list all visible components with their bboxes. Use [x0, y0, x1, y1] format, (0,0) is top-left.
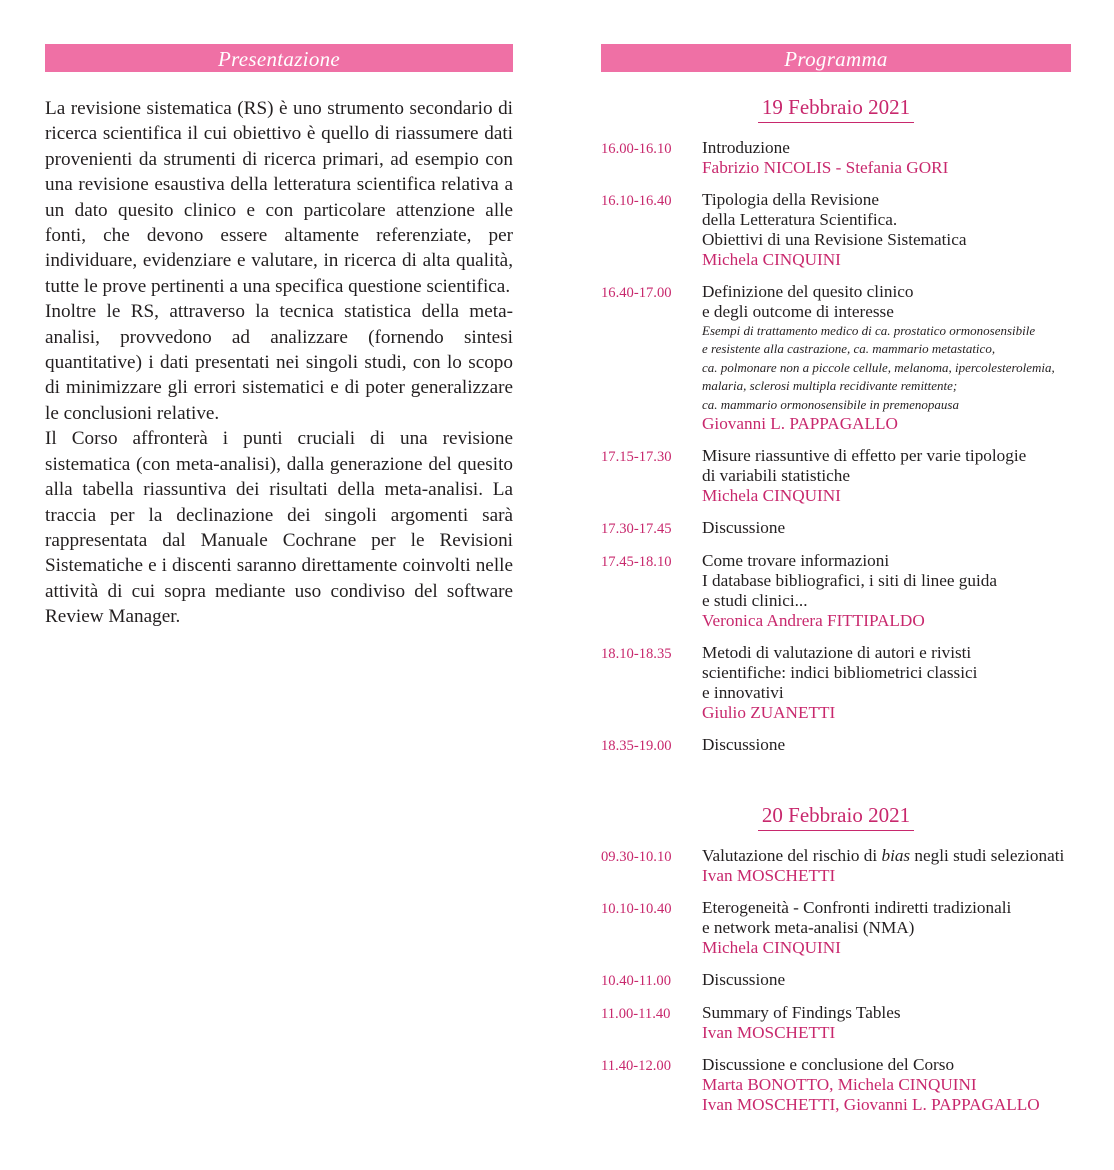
day-heading-1 — [601, 94, 1071, 128]
session-title: Discussione e conclusione del Corso — [702, 1055, 955, 1075]
session-time: 16.10-16.40 — [601, 193, 672, 209]
schedule-day-2 — [601, 846, 1071, 1115]
intro-paragraph-1: La revisione sistematica (RS) è uno strumento secondario di ricerca scientifica il cui obiettivo è quello di riassumere dati provenienti da strumenti di ricerca primari, ad esempio con una revisione esaustiva della letteratura scientifica relativa a un dato quesito clinico e con particolare attenzione alle fonti, che devono essere altamente referenziate, per individuare, evidenziare e valutare, in ricerca di alta qualità, tutte le prove pertinenti a una specifica questione scientifica. — [45, 98, 513, 297]
schedule-day-1 — [601, 138, 1071, 756]
session-title: Discussione — [702, 735, 786, 755]
session-title: Metodi di valutazione di autori e rivisti — [702, 643, 972, 663]
session-note: e resistente alla castrazione, ca. mammario metastatico, — [702, 341, 996, 357]
schedule-item — [601, 446, 1071, 506]
session-body — [702, 735, 1071, 756]
session-time: 11.00-11.40 — [601, 1006, 671, 1023]
day-date: 19 Febbraio 2021 — [758, 94, 914, 123]
schedule-item — [601, 970, 1071, 991]
session-body — [702, 190, 1071, 270]
intro-paragraph-3: Il Corso affronterà i punti cruciali di una revisione sistematica (con meta-analisi), dalla generazione del quesito alla tabella riassuntiva dei risultati della meta-analisi. La traccia per la declinazione dei singoli argomenti sarà rappresentata dal Manuale Cochrane per le Revisioni Sistematiche e i discenti saranno direttamente coinvolti nelle attività di cui sopra mediante uso condiviso del software Review Manager. — [45, 428, 513, 628]
session-title: Eterogeneità - Confronti indiretti tradizionali — [702, 898, 1012, 918]
session-time: 09.30-10.10 — [601, 849, 672, 866]
session-title: I database bibliografici, i siti di linee guida — [702, 571, 997, 591]
session-body — [702, 1055, 1071, 1115]
session-title: e network meta-analisi (NMA) — [702, 918, 915, 938]
session-time: 10.10-10.40 — [601, 901, 672, 918]
presentation-column — [45, 44, 513, 630]
day-heading-2 — [601, 802, 1071, 836]
session-body — [702, 138, 1071, 178]
session-note: ca. polmonare non a piccole cellule, melanoma, ipercolesterolemia, — [702, 359, 1055, 375]
session-speaker: Ivan MOSCHETTI, Giovanni L. PAPPAGALLO — [702, 1095, 1040, 1115]
schedule-item — [601, 643, 1071, 723]
session-speaker: Michela CINQUINI — [702, 938, 841, 958]
session-speaker: Veronica Andrera FITTIPALDO — [702, 611, 925, 631]
session-title: e studi clinici... — [702, 591, 808, 611]
session-title: e degli outcome di interesse — [702, 302, 894, 321]
program-banner: Programma — [601, 44, 1071, 72]
session-body — [702, 518, 1071, 539]
session-speaker: Ivan MOSCHETTI — [702, 1023, 836, 1043]
session-speaker: Ivan MOSCHETTI — [702, 866, 836, 886]
session-speaker: Michela CINQUINI — [702, 486, 841, 506]
schedule-item — [601, 898, 1071, 958]
session-speaker: Giulio ZUANETTI — [702, 703, 836, 723]
session-title: di variabili statistiche — [702, 466, 850, 486]
session-title: Introduzione — [702, 138, 790, 157]
session-title-part: Valutazione del rischio di — [702, 846, 882, 866]
session-body — [702, 1003, 1071, 1043]
schedule-item — [601, 735, 1071, 756]
program-column — [601, 44, 1071, 1127]
schedule-item — [601, 846, 1071, 886]
session-body — [702, 898, 1071, 958]
session-time: 18.35-19.00 — [601, 738, 672, 755]
session-note: Esempi di trattamento medico di ca. prostatico ormonosensibile — [702, 323, 1036, 338]
session-title: della Letteratura Scientifica. — [702, 210, 898, 229]
session-time: 18.10-18.35 — [601, 646, 672, 663]
schedule-item — [601, 518, 1071, 539]
session-title-part: negli studi selezionati — [910, 846, 1065, 866]
session-speaker: Fabrizio NICOLIS - Stefania GORI — [702, 158, 949, 177]
session-body — [702, 282, 1071, 434]
session-title: Discussione — [702, 518, 786, 538]
session-title-emphasis: bias — [881, 846, 911, 866]
schedule-item — [601, 282, 1071, 434]
session-body — [702, 970, 1071, 991]
session-note: ca. mammario ormonosensibile in premenopausa — [702, 396, 959, 412]
schedule-item — [601, 551, 1071, 631]
session-speaker: Giovanni L. PAPPAGALLO — [702, 414, 898, 434]
schedule-item — [601, 190, 1071, 270]
session-title: scientifiche: indici bibliometrici classici — [702, 663, 978, 683]
session-time: 10.40-11.00 — [601, 973, 671, 990]
session-note: malaria, sclerosi multipla recidivante remittente; — [702, 378, 958, 394]
session-title: Tipologia della Revisione — [702, 190, 879, 209]
session-speaker: Marta BONOTTO, Michela CINQUINI — [702, 1075, 977, 1095]
day-date: 20 Febbraio 2021 — [758, 802, 914, 831]
session-body — [702, 446, 1071, 506]
session-title: Summary of Findings Tables — [702, 1003, 901, 1023]
presentation-banner: Presentazione — [45, 44, 513, 72]
session-time: 16.40-17.00 — [601, 285, 672, 301]
schedule-item — [601, 1055, 1071, 1115]
session-title: Come trovare informazioni — [702, 551, 890, 571]
schedule-item — [601, 1003, 1071, 1043]
session-title: Misure riassuntive di effetto per varie tipologie — [702, 446, 1027, 466]
intro-paragraph-2: Inoltre le RS, attraverso la tecnica statistica della meta-analisi, provvedono ad analizzare (fornendo sintesi quantitative) i dati presentati nei singoli studi, con lo scopo di minimizzare gli errori sistematici e di poter generalizzare le conclusioni relative. — [45, 301, 513, 424]
session-body — [702, 846, 1071, 886]
session-speaker: Michela CINQUINI — [702, 250, 841, 269]
session-title: Obiettivi di una Revisione Sistematica — [702, 230, 967, 249]
schedule-item — [601, 138, 1071, 178]
session-title — [702, 846, 1071, 866]
session-time: 17.45-18.10 — [601, 554, 672, 571]
session-body — [702, 643, 1071, 723]
session-title: Discussione — [702, 970, 786, 990]
session-time: 11.40-12.00 — [601, 1058, 671, 1075]
session-title: e innovativi — [702, 683, 784, 703]
session-time: 16.00-16.10 — [601, 141, 672, 157]
session-time: 17.30-17.45 — [601, 521, 672, 538]
session-body — [702, 551, 1071, 631]
session-title: Definizione del quesito clinico — [702, 282, 914, 301]
session-time: 17.15-17.30 — [601, 449, 672, 466]
presentation-text — [45, 96, 513, 630]
